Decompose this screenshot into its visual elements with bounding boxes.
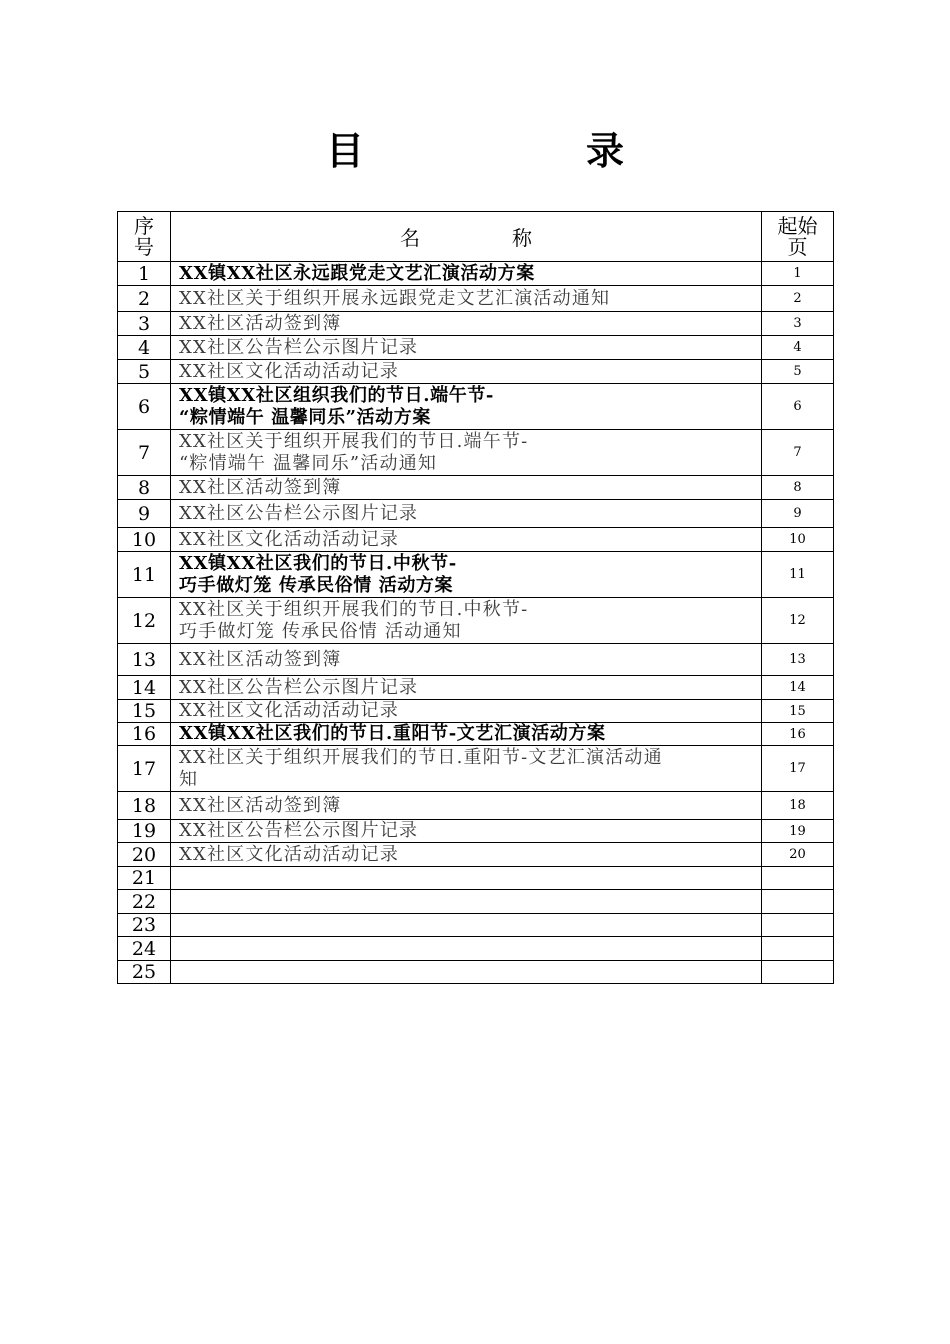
row-number: 22 [118, 890, 171, 914]
row-start-page: 10 [762, 528, 834, 552]
row-start-page: 19 [762, 820, 834, 843]
row-title [171, 360, 762, 384]
row-title [171, 961, 762, 984]
row-title-line: XX社区公告栏公示图片记录 [179, 336, 419, 358]
table-row [118, 598, 834, 644]
table-row [118, 723, 834, 746]
row-title [171, 384, 762, 430]
row-number: 8 [118, 476, 171, 500]
header-page [762, 212, 834, 262]
table-row [118, 914, 834, 937]
row-title [171, 598, 762, 644]
row-number: 20 [118, 843, 171, 867]
table-row [118, 792, 834, 820]
row-title [171, 723, 762, 746]
row-title-line: XX社区关于组织开展我们的节日.中秋节- [179, 598, 529, 620]
row-number: 13 [118, 644, 171, 676]
row-title [171, 700, 762, 723]
table-row [118, 476, 834, 500]
row-title [171, 676, 762, 700]
table-row [118, 500, 834, 528]
header-no-line: 序 [134, 213, 154, 238]
row-title [171, 262, 762, 286]
row-start-page: 15 [762, 700, 834, 723]
row-start-page: 4 [762, 336, 834, 360]
row-start-page: 11 [762, 552, 834, 598]
table-row [118, 890, 834, 914]
row-number: 12 [118, 598, 171, 644]
row-title-line: 巧手做灯笼 传承民俗情 活动方案 [179, 574, 454, 596]
table-row [118, 312, 834, 336]
row-number: 15 [118, 700, 171, 723]
row-title [171, 792, 762, 820]
row-title-line: XX社区活动签到簿 [179, 794, 342, 816]
row-title-line: XX社区活动签到簿 [179, 648, 342, 670]
header-no [118, 212, 171, 262]
row-title-line: XX社区公告栏公示图片记录 [179, 502, 419, 524]
row-number: 5 [118, 360, 171, 384]
row-number: 1 [118, 262, 171, 286]
row-title [171, 312, 762, 336]
header-name: 名称 [171, 212, 762, 262]
row-title-line: XX社区活动签到簿 [179, 312, 342, 334]
table-row [118, 820, 834, 843]
row-title [171, 746, 762, 792]
row-number: 17 [118, 746, 171, 792]
row-start-page: 14 [762, 676, 834, 700]
row-title [171, 430, 762, 476]
row-title [171, 937, 762, 961]
row-start-page: 12 [762, 598, 834, 644]
table-row [118, 552, 834, 598]
table-row [118, 262, 834, 286]
row-number: 23 [118, 914, 171, 937]
row-number: 19 [118, 820, 171, 843]
row-title-line: XX社区关于组织开展永远跟党走文艺汇演活动通知 [179, 287, 611, 309]
row-start-page: 3 [762, 312, 834, 336]
row-title [171, 500, 762, 528]
table-row [118, 336, 834, 360]
row-title [171, 552, 762, 598]
table-row [118, 700, 834, 723]
row-number: 2 [118, 286, 171, 312]
toc-body [118, 262, 834, 984]
row-title [171, 914, 762, 937]
row-title-line: 知 [179, 768, 199, 790]
row-start-page: 5 [762, 360, 834, 384]
table-row [118, 360, 834, 384]
row-number: 11 [118, 552, 171, 598]
table-row [118, 286, 834, 312]
row-title-line: XX社区公告栏公示图片记录 [179, 820, 419, 841]
table-row [118, 430, 834, 476]
row-number: 7 [118, 430, 171, 476]
row-title-line: XX社区关于组织开展我们的节日.重阳节-文艺汇演活动通 [179, 746, 663, 768]
row-start-page [762, 890, 834, 914]
row-title-line: XX社区关于组织开展我们的节日.端午节- [179, 430, 529, 452]
row-number: 6 [118, 384, 171, 430]
table-row [118, 937, 834, 961]
table-row [118, 528, 834, 552]
row-number: 21 [118, 867, 171, 890]
row-number: 4 [118, 336, 171, 360]
row-title-line: XX社区公告栏公示图片记录 [179, 676, 419, 698]
row-title [171, 286, 762, 312]
row-start-page: 7 [762, 430, 834, 476]
table-row [118, 384, 834, 430]
row-number: 24 [118, 937, 171, 961]
row-start-page: 6 [762, 384, 834, 430]
row-number: 25 [118, 961, 171, 984]
row-title [171, 644, 762, 676]
row-title-line: XX镇XX社区我们的节日.重阳节-文艺汇演活动方案 [179, 723, 606, 744]
table-row [118, 746, 834, 792]
header-page-line: 起始 [777, 213, 818, 238]
row-title-line: XX镇XX社区组织我们的节日.端午节- [179, 384, 494, 406]
row-start-page: 8 [762, 476, 834, 500]
table-row [118, 644, 834, 676]
row-title [171, 820, 762, 843]
row-title [171, 867, 762, 890]
row-number: 3 [118, 312, 171, 336]
header-no-line: 号 [134, 234, 154, 259]
row-title [171, 890, 762, 914]
row-start-page [762, 937, 834, 961]
row-title-line: XX社区文化活动活动记录 [179, 843, 400, 865]
row-start-page: 2 [762, 286, 834, 312]
row-start-page: 17 [762, 746, 834, 792]
table-row [118, 676, 834, 700]
row-number: 18 [118, 792, 171, 820]
row-start-page: 13 [762, 644, 834, 676]
row-start-page: 1 [762, 262, 834, 286]
row-start-page: 16 [762, 723, 834, 746]
row-start-page [762, 867, 834, 890]
row-title-line: XX镇XX社区永远跟党走文艺汇演活动方案 [179, 262, 535, 284]
row-start-page [762, 961, 834, 984]
table-row [118, 867, 834, 890]
row-start-page: 20 [762, 843, 834, 867]
page-title: 目 录 [325, 128, 716, 173]
row-start-page: 9 [762, 500, 834, 528]
row-title [171, 528, 762, 552]
row-number: 14 [118, 676, 171, 700]
row-number: 16 [118, 723, 171, 746]
row-number: 10 [118, 528, 171, 552]
row-title-line: XX社区文化活动活动记录 [179, 360, 400, 382]
row-start-page [762, 914, 834, 937]
row-start-page: 18 [762, 792, 834, 820]
row-title-line: “粽情端午 温馨同乐”活动通知 [179, 452, 438, 474]
table-row [118, 961, 834, 984]
row-title [171, 476, 762, 500]
row-number: 9 [118, 500, 171, 528]
table-header-row [118, 212, 834, 262]
header-page-line: 页 [787, 234, 808, 259]
row-title-line: XX镇XX社区我们的节日.中秋节- [179, 552, 457, 574]
row-title-line: 巧手做灯笼 传承民俗情 活动通知 [179, 620, 462, 642]
row-title-line: “粽情端午 温馨同乐”活动方案 [179, 406, 431, 428]
row-title-line: XX社区活动签到簿 [179, 476, 342, 498]
toc-table [117, 211, 834, 984]
row-title [171, 843, 762, 867]
row-title-line: XX社区文化活动活动记录 [179, 528, 400, 550]
row-title-line: XX社区文化活动活动记录 [179, 700, 400, 721]
row-title [171, 336, 762, 360]
table-row [118, 843, 834, 867]
